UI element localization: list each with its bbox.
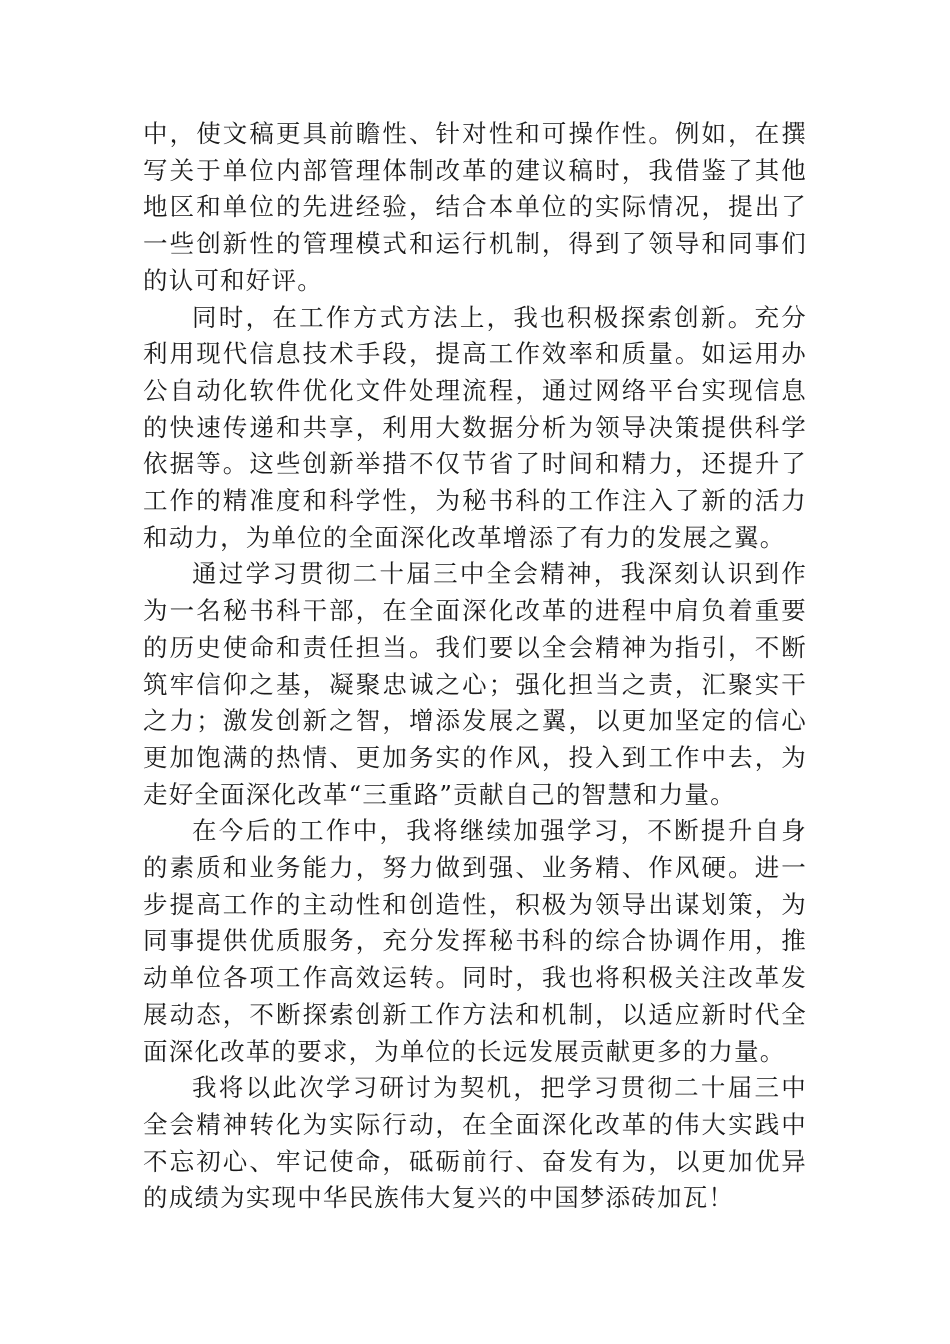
document-body bbox=[143, 116, 807, 1217]
paragraph-work-methods: 同时，在工作方式方法上，我也积极探索创新。充分利用现代信息技术手段，提高工作效率和质量。如运用办公自动化软件优化文件处理流程，通过网络平台实现信息的快速传递和共享，利用大数据分析为领导决策提供科学依据等。这些创新举措不仅节省了时间和精力，还提升了工作的精准度和科学性，为秘书科的工作注入了新的活力和动力，为单位的全面深化改革增添了有力的发展之翼。 bbox=[143, 302, 807, 552]
paragraph-plenary-spirit: 通过学习贯彻二十届三中全会精神，我深刻认识到作为一名秘书科干部，在全面深化改革的进程中肩负着重要的历史使命和责任担当。我们要以全会精神为指引，不断筑牢信仰之基，凝聚忠诚之心；强化担当之责，汇聚实干之力；激发创新之智，增添发展之翼，以更加坚定的信心更加饱满的热情、更加务实的作风，投入到工作中去，为走好全面深化改革“三重路”贡献自己的智慧和力量。 bbox=[143, 559, 807, 809]
paragraph-conclusion: 我将以此次学习研讨为契机，把学习贯彻二十届三中全会精神转化为实际行动，在全面深化改革的伟大实践中不忘初心、牢记使命，砥砺前行、奋发有为，以更加优异的成绩为实现中华民族伟大复兴的中国梦添砖加瓦！ bbox=[143, 1073, 807, 1213]
paragraph-future-work: 在今后的工作中，我将继续加强学习，不断提升自身的素质和业务能力，努力做到强、业务精、作风硬。进一步提高工作的主动性和创造性，积极为领导出谋划策，为同事提供优质服务，充分发挥秘书科的综合协调作用，推动单位各项工作高效运转。同时，我也将积极关注改革发展动态，不断探索创新工作方法和机制，以适应新时代全面深化改革的要求，为单位的长远发展贡献更多的力量。 bbox=[143, 816, 807, 1066]
paragraph-continuation: 中，使文稿更具前瞻性、针对性和可操作性。例如，在撰写关于单位内部管理体制改革的建议稿时，我借鉴了其他地区和单位的先进经验，结合本单位的实际情况，提出了一些创新性的管理模式和运行机制，得到了领导和同事们的认可和好评。 bbox=[143, 119, 807, 295]
